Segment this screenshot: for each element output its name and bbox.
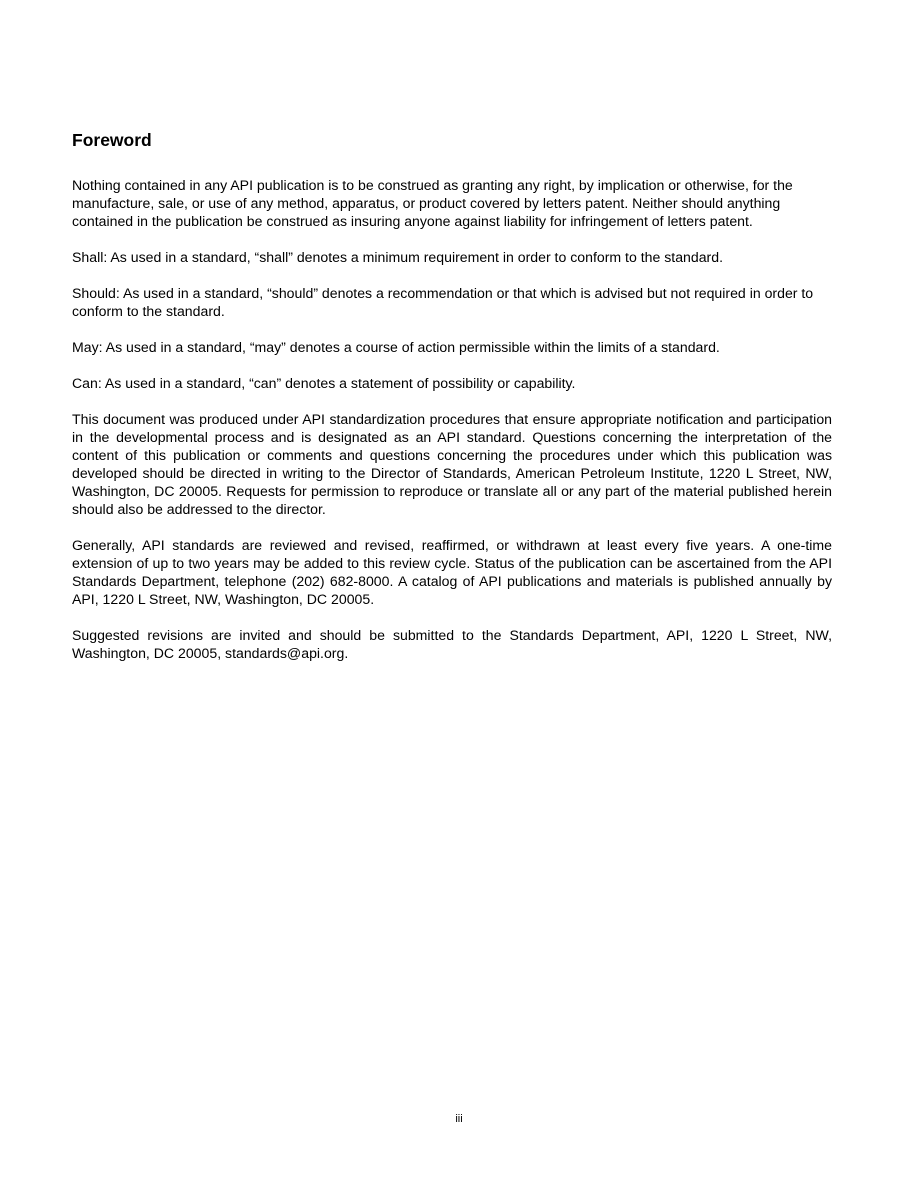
paragraph-standardization-procedures: This document was produced under API standardization procedures that ensure appropriate notification and participation in the developmental process and is designated as an API standard. Questions concerning the interpretation of the content of this publication or comments and questions concerning the procedures under which this publication was developed should be directed in writing to the Director of Standards, American Petroleum Institute, 1220 L Street, NW, Washington, DC 20005. Requests for permission to reproduce or translate all or any part of the material published herein should also be addressed to the director. xyxy=(72,411,832,517)
paragraph-suggested-revisions: Suggested revisions are invited and should be submitted to the Standards Department, API, 1220 L Street, NW, Washington, DC 20005, standards@api.org. xyxy=(72,627,832,661)
page-title: Foreword xyxy=(72,130,152,150)
paragraph-shall-definition: Shall: As used in a standard, “shall” denotes a minimum requirement in order to conform to the standard. xyxy=(72,249,723,265)
page-content xyxy=(72,128,832,680)
paragraph-can-definition: Can: As used in a standard, “can” denotes a statement of possibility or capability. xyxy=(72,375,576,391)
paragraph-may-definition: May: As used in a standard, “may” denotes a course of action permissible within the limits of a standard. xyxy=(72,339,720,355)
paragraph-should-definition: Should: As used in a standard, “should” denotes a recommendation or that which is advised but not required in order to conform to the standard. xyxy=(72,285,814,319)
page-number: iii xyxy=(455,1113,463,1125)
paragraph-review-cycle: Generally, API standards are reviewed and revised, reaffirmed, or withdrawn at least every five years. A one-time extension of up to two years may be added to this review cycle. Status of the publication can be ascertained from the API Standards Department, telephone (202) 682-8000. A catalog of API publications and materials is published annually by API, 1220 L Street, NW, Washington, DC 20005. xyxy=(72,537,832,607)
paragraph-patent-disclaimer: Nothing contained in any API publication is to be construed as granting any right, by implication or otherwise, for the manufacture, sale, or use of any method, apparatus, or product covered by letters patent. Neither should anything contained in the publication be construed as insuring anyone against liability for infringement of letters patent. xyxy=(72,177,793,229)
